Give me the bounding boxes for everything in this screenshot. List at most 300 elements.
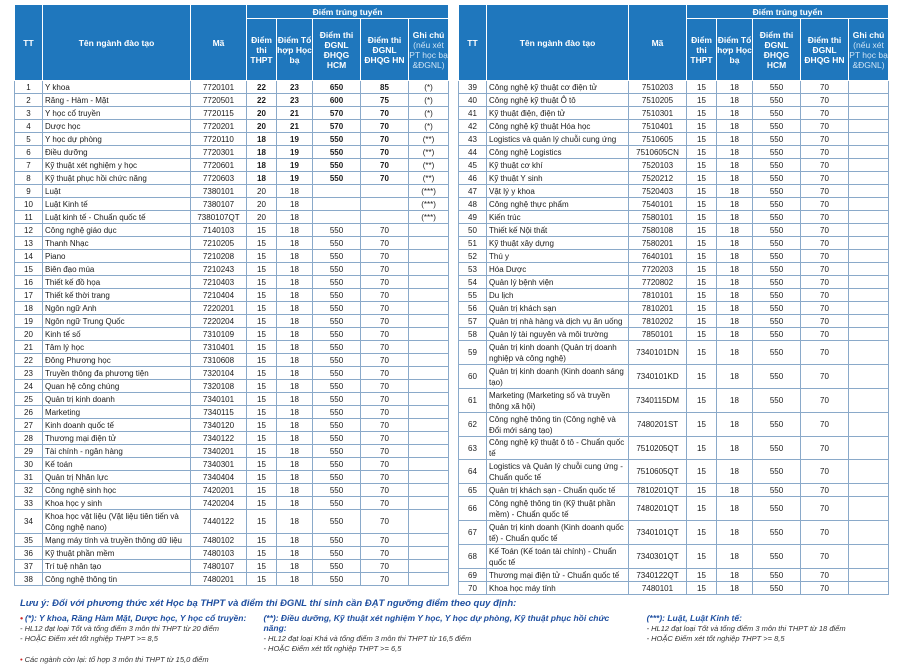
cell-dgnl-hcm: 570 — [313, 120, 361, 133]
cell-dgnl-hn: 70 — [361, 250, 409, 263]
table-row — [15, 534, 449, 547]
footer-note-heading: (**): Điều dưỡng, Kỹ thuật xét nghiệm Y học, Y học dự phòng, Kỹ thuật phục hồi chức năng: — [263, 613, 610, 633]
cell-code: 7720802 — [629, 276, 687, 289]
cell-note — [409, 250, 449, 263]
cell-tt: 22 — [15, 354, 43, 367]
table-row — [15, 159, 449, 172]
table-row — [15, 573, 449, 586]
cell-note — [409, 276, 449, 289]
cell-hocba: 18 — [277, 328, 313, 341]
cell-thpt: 18 — [247, 172, 277, 185]
cell-name: Kỹ thuật điện, điện tử — [487, 107, 629, 120]
cell-note — [409, 432, 449, 445]
cell-thpt: 15 — [687, 365, 717, 389]
cell-thpt: 15 — [687, 81, 717, 94]
cell-thpt: 15 — [687, 569, 717, 582]
cell-tt: 4 — [15, 120, 43, 133]
cell-tt: 36 — [15, 547, 43, 560]
cell-thpt: 15 — [247, 484, 277, 497]
cell-note: (**) — [409, 133, 449, 146]
cell-note — [409, 573, 449, 586]
cell-name: Quản lý tài nguyên và môi trường — [487, 328, 629, 341]
cell-code: 7510205QT — [629, 437, 687, 460]
cell-dgnl-hcm: 550 — [313, 237, 361, 250]
cell-code: 7480101 — [629, 582, 687, 595]
cell-hocba: 18 — [717, 198, 753, 211]
table-row — [459, 521, 889, 545]
bullet-icon: • — [20, 613, 23, 623]
cell-dgnl-hcm: 550 — [753, 94, 801, 107]
cell-dgnl-hcm: 550 — [753, 224, 801, 237]
cell-dgnl-hn: 70 — [361, 328, 409, 341]
cell-tt: 64 — [459, 460, 487, 484]
cell-tt: 49 — [459, 211, 487, 224]
cell-hocba: 18 — [277, 315, 313, 328]
cell-dgnl-hn: 70 — [361, 289, 409, 302]
cell-hocba: 18 — [717, 582, 753, 595]
cell-code: 7220201 — [191, 302, 247, 315]
cell-code: 7210208 — [191, 250, 247, 263]
cell-name: Kinh tế số — [43, 328, 191, 341]
table-row — [15, 263, 449, 276]
cell-note — [849, 198, 889, 211]
cell-dgnl-hcm: 550 — [313, 547, 361, 560]
cell-name: Thú y — [487, 250, 629, 263]
cell-hocba: 18 — [717, 302, 753, 315]
cell-thpt: 15 — [687, 289, 717, 302]
cell-dgnl-hn: 70 — [801, 569, 849, 582]
cell-dgnl-hn: 70 — [361, 159, 409, 172]
cell-thpt: 15 — [247, 289, 277, 302]
cell-dgnl-hcm: 550 — [753, 263, 801, 276]
cell-code: 7720201 — [191, 120, 247, 133]
cell-thpt: 20 — [247, 120, 277, 133]
cell-dgnl-hn: 70 — [801, 389, 849, 413]
cell-name: Y khoa — [43, 81, 191, 94]
footer-note-group-3 — [647, 613, 876, 653]
footer-note-line: - HOẶC Điểm xét tốt nghiệp THPT >= 6,5 — [263, 644, 402, 653]
cell-thpt: 15 — [687, 545, 717, 569]
cell-name: Biên đạo múa — [43, 263, 191, 276]
cell-note — [409, 560, 449, 573]
cell-dgnl-hn: 70 — [801, 484, 849, 497]
cell-note — [849, 389, 889, 413]
cell-dgnl-hn: 70 — [361, 547, 409, 560]
cell-dgnl-hcm: 550 — [313, 289, 361, 302]
cell-name: Kế toán — [43, 458, 191, 471]
cell-dgnl-hn — [361, 211, 409, 224]
cell-dgnl-hn: 70 — [361, 276, 409, 289]
cell-name: Công nghệ thông tin (Công nghệ và Đổi mới sáng tạo) — [487, 413, 629, 437]
cell-code: 7340122 — [191, 432, 247, 445]
cell-hocba: 18 — [717, 237, 753, 250]
cell-hocba: 18 — [717, 81, 753, 94]
footer-notes — [20, 598, 890, 664]
cell-hocba: 19 — [277, 172, 313, 185]
cell-thpt: 15 — [687, 389, 717, 413]
cell-thpt: 15 — [247, 354, 277, 367]
table-row — [459, 146, 889, 159]
table-row — [15, 445, 449, 458]
cell-thpt: 15 — [687, 582, 717, 595]
table-row — [15, 380, 449, 393]
cell-dgnl-hcm: 550 — [313, 406, 361, 419]
cell-code: 7810101 — [629, 289, 687, 302]
cell-thpt: 15 — [687, 94, 717, 107]
cell-tt: 30 — [15, 458, 43, 471]
cell-hocba: 19 — [277, 146, 313, 159]
table-row — [459, 437, 889, 460]
table-row — [459, 341, 889, 365]
header-score-group: Điểm trúng tuyển — [247, 5, 449, 19]
cell-name: Kỹ thuật xây dựng — [487, 237, 629, 250]
table-row — [15, 419, 449, 432]
cell-dgnl-hcm: 550 — [753, 120, 801, 133]
cell-thpt: 20 — [247, 185, 277, 198]
cell-name: Logistics và Quản lý chuỗi cung ứng - Chuẩn quốc tế — [487, 460, 629, 484]
table-row — [15, 224, 449, 237]
cell-dgnl-hcm: 550 — [753, 211, 801, 224]
cell-note — [849, 365, 889, 389]
cell-name: Công nghệ giáo dục — [43, 224, 191, 237]
header-note — [409, 19, 449, 81]
cell-code: 7380107QT — [191, 211, 247, 224]
cell-hocba: 18 — [717, 389, 753, 413]
cell-note — [409, 367, 449, 380]
cell-code: 7510401 — [629, 120, 687, 133]
cell-dgnl-hn: 70 — [801, 224, 849, 237]
cell-code: 7380107 — [191, 198, 247, 211]
cell-name: Quản trị kinh doanh (Kinh doanh sáng tạo) — [487, 365, 629, 389]
cell-thpt: 20 — [247, 211, 277, 224]
cell-dgnl-hcm: 550 — [753, 276, 801, 289]
cell-hocba: 21 — [277, 120, 313, 133]
cell-tt: 26 — [15, 406, 43, 419]
table-row — [459, 569, 889, 582]
table-row — [15, 120, 449, 133]
cell-hocba: 18 — [277, 302, 313, 315]
cell-code: 7480107 — [191, 560, 247, 573]
table-row — [459, 172, 889, 185]
cell-thpt: 15 — [247, 547, 277, 560]
cell-code: 7210205 — [191, 237, 247, 250]
cell-dgnl-hn — [361, 185, 409, 198]
cell-name: Ngôn ngữ Trung Quốc — [43, 315, 191, 328]
cell-dgnl-hn: 85 — [361, 81, 409, 94]
cell-thpt: 15 — [687, 224, 717, 237]
cell-thpt: 15 — [687, 497, 717, 521]
cell-hocba: 18 — [717, 263, 753, 276]
cell-tt: 3 — [15, 107, 43, 120]
cell-dgnl-hcm: 550 — [313, 354, 361, 367]
cell-name: Công nghệ Logistics — [487, 146, 629, 159]
cell-dgnl-hn: 70 — [361, 315, 409, 328]
cell-note — [409, 547, 449, 560]
table-row — [15, 354, 449, 367]
cell-dgnl-hn: 70 — [801, 521, 849, 545]
cell-tt: 32 — [15, 484, 43, 497]
table-row — [459, 545, 889, 569]
cell-dgnl-hcm: 550 — [753, 172, 801, 185]
cell-hocba: 18 — [717, 341, 753, 365]
cell-note: (**) — [409, 146, 449, 159]
cell-note: (*) — [409, 107, 449, 120]
cell-dgnl-hn: 70 — [801, 341, 849, 365]
cell-tt: 56 — [459, 302, 487, 315]
cell-code: 7810202 — [629, 315, 687, 328]
cell-thpt: 22 — [247, 81, 277, 94]
cell-tt: 47 — [459, 185, 487, 198]
cell-code: 7720115 — [191, 107, 247, 120]
cell-name: Công nghệ thực phẩm — [487, 198, 629, 211]
cell-tt: 42 — [459, 120, 487, 133]
cell-dgnl-hn: 70 — [801, 107, 849, 120]
cell-note: (*) — [409, 120, 449, 133]
cell-note — [409, 237, 449, 250]
bullet-icon: • — [20, 655, 23, 664]
cell-dgnl-hn: 70 — [801, 328, 849, 341]
cell-tt: 54 — [459, 276, 487, 289]
cell-tt: 2 — [15, 94, 43, 107]
cell-hocba: 18 — [277, 406, 313, 419]
cell-dgnl-hcm: 550 — [313, 328, 361, 341]
cell-thpt: 15 — [247, 419, 277, 432]
cell-tt: 29 — [15, 445, 43, 458]
cell-name: Thiết kế Nội thất — [487, 224, 629, 237]
cell-dgnl-hn: 70 — [801, 81, 849, 94]
cell-dgnl-hcm: 550 — [753, 159, 801, 172]
cell-thpt: 22 — [247, 94, 277, 107]
cell-tt: 14 — [15, 250, 43, 263]
cell-note — [849, 302, 889, 315]
cell-hocba: 18 — [717, 521, 753, 545]
cell-name: Quản trị kinh doanh (Kinh doanh quốc tế) - Chuẩn quốc tế — [487, 521, 629, 545]
cell-thpt: 15 — [687, 133, 717, 146]
table-row — [459, 211, 889, 224]
cell-note — [849, 94, 889, 107]
cell-note — [409, 484, 449, 497]
cell-tt: 70 — [459, 582, 487, 595]
cell-name: Quản trị khách sạn — [487, 302, 629, 315]
table-row — [15, 547, 449, 560]
cell-dgnl-hn: 70 — [361, 497, 409, 510]
cell-dgnl-hn: 70 — [801, 582, 849, 595]
cell-tt: 57 — [459, 315, 487, 328]
cell-dgnl-hn: 70 — [801, 146, 849, 159]
cell-tt: 40 — [459, 94, 487, 107]
cell-name: Kế Toán (Kế toán tài chính) - Chuẩn quốc tế — [487, 545, 629, 569]
cell-name: Ngôn ngữ Anh — [43, 302, 191, 315]
cell-note — [849, 484, 889, 497]
cell-thpt: 15 — [247, 573, 277, 586]
cell-hocba: 18 — [717, 185, 753, 198]
header-dgnl-hn: Điểm thi ĐGNL ĐHQG HN — [361, 19, 409, 81]
cell-dgnl-hcm: 550 — [753, 289, 801, 302]
cell-tt: 15 — [15, 263, 43, 276]
cell-dgnl-hn: 70 — [361, 172, 409, 185]
cell-name: Quản lý bệnh viện — [487, 276, 629, 289]
table-row — [459, 237, 889, 250]
cell-thpt: 15 — [247, 302, 277, 315]
footer-note-line: - HL12 đạt loại Tốt và tổng điểm 3 môn thi THPT từ 20 điểm — [20, 624, 220, 633]
cell-code: 7720603 — [191, 172, 247, 185]
cell-hocba: 18 — [717, 497, 753, 521]
table-row — [459, 263, 889, 276]
cell-thpt: 15 — [247, 560, 277, 573]
footer-note-line: - HL12 đạt loại Tốt và tổng điểm 3 môn thi THPT từ 18 điểm — [646, 624, 846, 633]
cell-name: Công nghệ kỹ thuật ô tô - Chuẩn quốc tế — [487, 437, 629, 460]
cell-thpt: 15 — [687, 185, 717, 198]
cell-name: Thiết kế đồ họa — [43, 276, 191, 289]
cell-hocba: 18 — [277, 534, 313, 547]
cell-note — [409, 393, 449, 406]
footer-note-group-2 — [263, 613, 632, 653]
cell-thpt: 15 — [687, 250, 717, 263]
cell-hocba: 18 — [277, 263, 313, 276]
cell-name: Công nghệ thông tin (Kỹ thuật phần mềm) - Chuẩn quốc tế — [487, 497, 629, 521]
cell-thpt: 15 — [687, 263, 717, 276]
header-score-group: Điểm trúng tuyển — [687, 5, 889, 19]
cell-dgnl-hcm: 550 — [313, 315, 361, 328]
cell-name: Đông Phương học — [43, 354, 191, 367]
cell-code: 7320104 — [191, 367, 247, 380]
cell-dgnl-hcm: 550 — [753, 365, 801, 389]
cell-note — [849, 582, 889, 595]
cell-hocba: 18 — [717, 365, 753, 389]
cell-thpt: 15 — [247, 510, 277, 534]
cell-code: 7580101 — [629, 211, 687, 224]
cell-tt: 63 — [459, 437, 487, 460]
cell-name: Quản trị Nhân lực — [43, 471, 191, 484]
cell-note — [409, 419, 449, 432]
cell-note — [409, 224, 449, 237]
cell-note: (**) — [409, 172, 449, 185]
cell-tt: 37 — [15, 560, 43, 573]
cell-name: Công nghệ sinh học — [43, 484, 191, 497]
cell-tt: 1 — [15, 81, 43, 94]
cell-thpt: 15 — [687, 237, 717, 250]
cell-name: Marketing — [43, 406, 191, 419]
cell-code: 7580108 — [629, 224, 687, 237]
cell-name: Dược học — [43, 120, 191, 133]
cell-dgnl-hn: 70 — [801, 237, 849, 250]
header-hocba: Điểm Tổ hợp Học bạ — [717, 19, 753, 81]
cell-tt: 8 — [15, 172, 43, 185]
table-row — [459, 497, 889, 521]
cell-tt: 5 — [15, 133, 43, 146]
cell-dgnl-hn: 70 — [361, 510, 409, 534]
cell-code: 7310109 — [191, 328, 247, 341]
cell-code: 7480201QT — [629, 497, 687, 521]
cell-dgnl-hn: 70 — [361, 367, 409, 380]
cell-tt: 44 — [459, 146, 487, 159]
cell-code: 7340115DM — [629, 389, 687, 413]
cell-note — [409, 263, 449, 276]
cell-tt: 38 — [15, 573, 43, 586]
cell-name: Kỹ thuật Y sinh — [487, 172, 629, 185]
cell-hocba: 18 — [277, 185, 313, 198]
cell-note — [409, 341, 449, 354]
cell-tt: 27 — [15, 419, 43, 432]
cell-note — [409, 315, 449, 328]
cell-dgnl-hcm: 550 — [753, 545, 801, 569]
cell-note — [409, 497, 449, 510]
cell-thpt: 15 — [247, 328, 277, 341]
cell-code: 7340301 — [191, 458, 247, 471]
cell-hocba: 18 — [717, 146, 753, 159]
cell-note — [849, 521, 889, 545]
cell-name: Logistics và quản lý chuỗi cung ứng — [487, 133, 629, 146]
cell-note — [849, 185, 889, 198]
cell-thpt: 15 — [247, 406, 277, 419]
table-row — [15, 185, 449, 198]
cell-dgnl-hcm: 550 — [313, 250, 361, 263]
table-row — [15, 81, 449, 94]
cell-name: Truyền thông đa phương tiện — [43, 367, 191, 380]
cell-dgnl-hn: 70 — [801, 94, 849, 107]
cell-code: 7480102 — [191, 534, 247, 547]
cell-dgnl-hcm: 550 — [313, 484, 361, 497]
cell-hocba: 18 — [277, 560, 313, 573]
cell-name: Khoa học y sinh — [43, 497, 191, 510]
cell-note — [409, 471, 449, 484]
cell-thpt: 15 — [687, 341, 717, 365]
cell-tt: 67 — [459, 521, 487, 545]
cell-thpt: 15 — [247, 237, 277, 250]
cell-dgnl-hn: 70 — [361, 341, 409, 354]
cell-dgnl-hn: 70 — [361, 237, 409, 250]
cell-dgnl-hcm: 550 — [313, 534, 361, 547]
cell-hocba: 18 — [717, 484, 753, 497]
cell-hocba: 18 — [717, 133, 753, 146]
cell-hocba: 18 — [717, 413, 753, 437]
cell-thpt: 15 — [687, 211, 717, 224]
cell-dgnl-hcm: 550 — [753, 582, 801, 595]
cell-dgnl-hcm: 550 — [753, 185, 801, 198]
cell-code: 7340101QT — [629, 521, 687, 545]
cell-thpt: 18 — [247, 146, 277, 159]
table-row — [15, 107, 449, 120]
table-row — [15, 497, 449, 510]
table-row — [459, 582, 889, 595]
cell-hocba: 23 — [277, 81, 313, 94]
cell-thpt: 15 — [247, 380, 277, 393]
cell-name: Kỹ thuật phục hồi chức năng — [43, 172, 191, 185]
cell-tt: 45 — [459, 159, 487, 172]
cell-dgnl-hn: 70 — [361, 484, 409, 497]
cell-tt: 60 — [459, 365, 487, 389]
cell-note — [849, 413, 889, 437]
cell-hocba: 21 — [277, 107, 313, 120]
cell-note — [849, 276, 889, 289]
cell-hocba: 18 — [277, 367, 313, 380]
cell-thpt: 15 — [687, 484, 717, 497]
cell-note — [849, 460, 889, 484]
cell-dgnl-hn: 70 — [801, 211, 849, 224]
cell-tt: 31 — [15, 471, 43, 484]
cell-dgnl-hn: 70 — [801, 497, 849, 521]
header-note-sub: (nếu xét PT học bạ &ĐGNL) — [849, 39, 888, 70]
cell-dgnl-hcm: 550 — [753, 460, 801, 484]
cell-dgnl-hcm: 550 — [313, 133, 361, 146]
cell-dgnl-hn: 70 — [801, 545, 849, 569]
cell-dgnl-hn: 70 — [801, 413, 849, 437]
cell-tt: 50 — [459, 224, 487, 237]
cell-code: 7720301 — [191, 146, 247, 159]
cell-thpt: 20 — [247, 198, 277, 211]
cell-tt: 28 — [15, 432, 43, 445]
cell-hocba: 18 — [277, 497, 313, 510]
